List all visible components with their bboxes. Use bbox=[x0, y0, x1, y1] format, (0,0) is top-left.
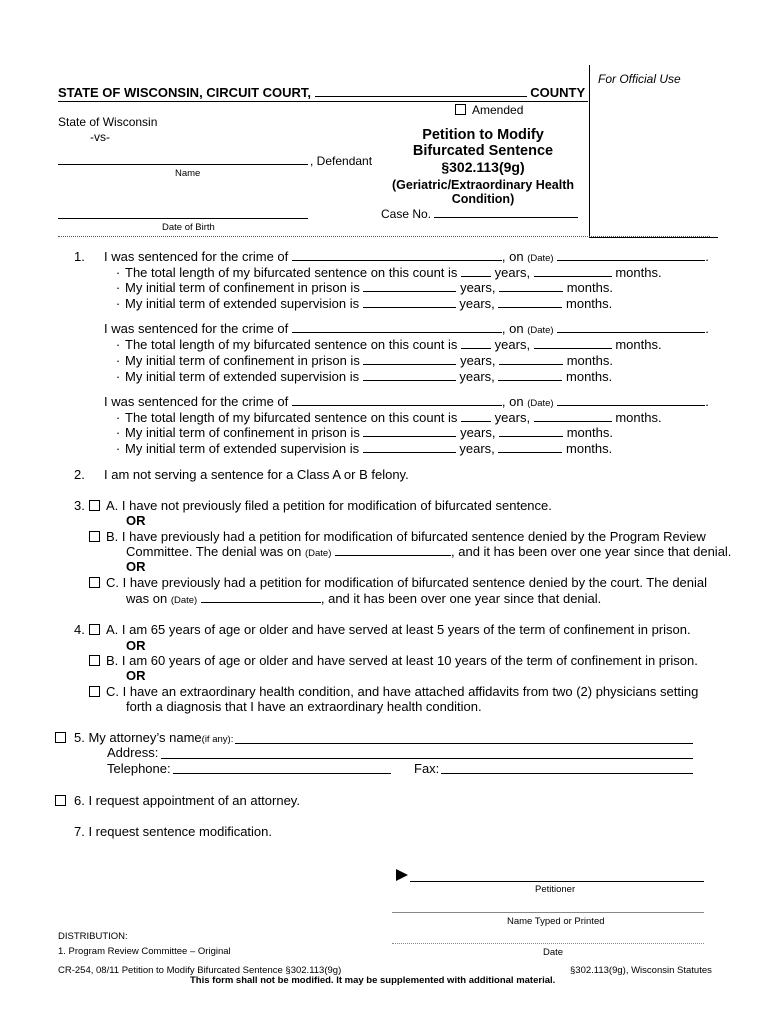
defendant-label: , Defendant bbox=[310, 154, 373, 168]
item-3b bbox=[89, 529, 706, 544]
case-no-field[interactable] bbox=[434, 217, 578, 218]
years-label: years, bbox=[459, 296, 495, 311]
if-any-label: (if any): bbox=[201, 734, 234, 745]
name-typed-label: Name Typed or Printed bbox=[507, 916, 605, 927]
county-label: COUNTY bbox=[530, 85, 586, 100]
title-line-5: Condition) bbox=[451, 192, 515, 206]
sentence-date-field[interactable] bbox=[557, 260, 705, 261]
supervision-label: My initial term of extended supervision is bbox=[125, 369, 360, 384]
item-2-number: 2. bbox=[74, 467, 85, 482]
state-label: State of Wisconsin bbox=[58, 115, 158, 129]
item-2-text: I am not serving a sentence for a Class A or B felony. bbox=[104, 467, 409, 482]
title-line-3: §302.113(9g) bbox=[441, 159, 525, 175]
amended-option bbox=[455, 103, 523, 117]
signature-date-field[interactable] bbox=[392, 943, 704, 944]
court-denial-date-field[interactable] bbox=[201, 602, 321, 603]
case-no-row bbox=[381, 207, 578, 221]
total-years-field[interactable] bbox=[461, 421, 491, 422]
total-years-field[interactable] bbox=[461, 276, 491, 277]
years-label: years, bbox=[460, 353, 496, 368]
distribution-label: DISTRIBUTION: bbox=[58, 931, 128, 942]
crime-label: I was sentenced for the crime of bbox=[104, 321, 289, 336]
header-rule bbox=[58, 101, 588, 102]
crime-row: I was sentenced for the crime of , on (Date) . bbox=[104, 394, 709, 409]
name-typed-field[interactable] bbox=[392, 912, 704, 913]
confinement-years-field[interactable] bbox=[363, 291, 456, 292]
item-6 bbox=[55, 793, 300, 808]
title-line-4: (Geriatric/Extraordinary Health bbox=[391, 178, 574, 192]
on-label: , on bbox=[501, 249, 524, 264]
years-label: years, bbox=[494, 410, 531, 425]
item-6-text: 6. I request appointment of an attorney. bbox=[74, 793, 300, 808]
date-label: (Date) bbox=[304, 548, 332, 559]
address-field[interactable] bbox=[161, 758, 693, 759]
years-label: years, bbox=[494, 337, 531, 352]
total-length-row: · The total length of my bifurcated sentence on this count is years, months. bbox=[115, 265, 662, 280]
date-label: (Date) bbox=[527, 253, 554, 264]
total-months-field[interactable] bbox=[534, 421, 612, 422]
signature-date-label: Date bbox=[543, 947, 564, 958]
arrow-icon bbox=[396, 869, 408, 881]
crime-field[interactable] bbox=[292, 332, 502, 333]
months-label: months. bbox=[615, 265, 662, 280]
months-label: months. bbox=[615, 337, 662, 352]
title-line-2: Bifurcated Sentence bbox=[412, 143, 554, 159]
item-3c bbox=[89, 575, 707, 590]
fax-field[interactable] bbox=[441, 773, 693, 774]
total-length-label: The total length of my bifurcated sentence on this count is bbox=[125, 265, 458, 280]
attorney-name-field[interactable] bbox=[235, 743, 693, 744]
item-6-checkbox[interactable] bbox=[55, 795, 66, 806]
confinement-months-field[interactable] bbox=[499, 364, 563, 365]
months-label: months. bbox=[566, 425, 613, 440]
supervision-row: · My initial term of extended supervision is years, months. bbox=[115, 296, 613, 311]
years-label: years, bbox=[459, 441, 495, 456]
on-label: , on bbox=[501, 321, 524, 336]
supervision-years-field[interactable] bbox=[363, 307, 456, 308]
total-length-label: The total length of my bifurcated sentence on this count is bbox=[125, 337, 458, 352]
official-use-label: For Official Use bbox=[598, 72, 681, 86]
item-4-number: 4. bbox=[74, 622, 85, 637]
or-label: OR bbox=[126, 638, 146, 653]
telephone-field[interactable] bbox=[173, 773, 391, 774]
item-3c-was-on: was on bbox=[126, 591, 168, 606]
item-4a bbox=[89, 622, 691, 637]
item-4c-checkbox[interactable] bbox=[89, 686, 100, 697]
months-label: months. bbox=[566, 280, 613, 295]
form-id: CR-254, 08/11 Petition to Modify Bifurcated Sentence §302.113(9g) bbox=[58, 965, 342, 976]
dob-caption: Date of Birth bbox=[162, 222, 215, 233]
supervision-label: My initial term of extended supervision is bbox=[125, 441, 360, 456]
item-3b-tail: , and it has been over one year since that denial. bbox=[451, 544, 732, 559]
total-length-row: · The total length of my bifurcated sentence on this count is years, months. bbox=[115, 410, 662, 425]
item-3c-line-2 bbox=[126, 591, 601, 606]
item-4c-text: C. I have an extraordinary health condition, and have attached affidavits from two (2) physicians setting bbox=[106, 684, 699, 699]
item-1-number: 1. bbox=[74, 249, 85, 264]
total-months-field[interactable] bbox=[534, 276, 612, 277]
distribution-item-1: 1. Program Review Committee – Original bbox=[58, 946, 231, 957]
fax-label: Fax: bbox=[414, 761, 440, 776]
supervision-row: · My initial term of extended supervision is years, months. bbox=[115, 369, 613, 384]
court-label: STATE OF WISCONSIN, CIRCUIT COURT, bbox=[58, 85, 312, 100]
case-no-label: Case No. bbox=[381, 207, 432, 221]
item-4a-checkbox[interactable] bbox=[89, 624, 100, 635]
item-4b bbox=[89, 653, 698, 668]
vs-label: -vs- bbox=[90, 130, 110, 144]
prc-denial-date-field[interactable] bbox=[335, 555, 451, 556]
petitioner-label: Petitioner bbox=[535, 884, 576, 895]
form-title bbox=[380, 127, 586, 206]
crime-label: I was sentenced for the crime of bbox=[104, 394, 289, 409]
confinement-label: My initial term of confinement in prison is bbox=[125, 353, 360, 368]
item-4b-checkbox[interactable] bbox=[89, 655, 100, 666]
confinement-years-field[interactable] bbox=[363, 436, 456, 437]
years-label: years, bbox=[460, 280, 496, 295]
item-3c-tail: , and it has been over one year since that denial. bbox=[320, 591, 602, 606]
sentence-date-field[interactable] bbox=[557, 332, 705, 333]
supervision-months-field[interactable] bbox=[498, 307, 562, 308]
years-label: years, bbox=[459, 369, 495, 384]
item-3b-text: B. I have previously had a petition for modification of bifurcated sentence denied by the Program Review bbox=[106, 529, 706, 544]
amended-checkbox[interactable] bbox=[455, 104, 466, 115]
total-length-label: The total length of my bifurcated sentence on this count is bbox=[125, 410, 458, 425]
total-years-field[interactable] bbox=[461, 348, 491, 349]
sentence-date-field[interactable] bbox=[557, 405, 705, 406]
months-label: months. bbox=[566, 353, 613, 368]
name-caption: Name bbox=[175, 168, 201, 179]
item-3a-text: A. I have not previously filed a petition for modification of bifurcated sentence. bbox=[106, 498, 552, 513]
crime-field[interactable] bbox=[292, 260, 502, 261]
date-label: (Date) bbox=[527, 325, 554, 336]
date-of-birth-field[interactable] bbox=[58, 218, 308, 219]
supervision-row: · My initial term of extended supervision is years, months. bbox=[115, 441, 613, 456]
crime-row: I was sentenced for the crime of , on (Date) . bbox=[104, 321, 709, 336]
section-divider bbox=[58, 236, 710, 237]
confinement-months-field[interactable] bbox=[499, 436, 563, 437]
total-length-row: · The total length of my bifurcated sentence on this count is years, months. bbox=[115, 337, 662, 352]
item-3a-checkbox[interactable] bbox=[89, 500, 100, 511]
confinement-row: · My initial term of confinement in prison is years, months. bbox=[115, 280, 613, 295]
confinement-row: · My initial term of confinement in prison is years, months. bbox=[115, 425, 613, 440]
on-label: , on bbox=[501, 394, 524, 409]
supervision-years-field[interactable] bbox=[363, 452, 456, 453]
attorney-name-label: 5. My attorney’s name bbox=[74, 730, 202, 745]
months-label: months. bbox=[566, 369, 613, 384]
item-7: 7. I request sentence modification. bbox=[74, 824, 273, 839]
date-label: (Date) bbox=[170, 595, 198, 606]
crime-row: I was sentenced for the crime of , on (Date) . bbox=[104, 249, 709, 264]
or-label: OR bbox=[126, 513, 146, 528]
item-3a bbox=[89, 498, 552, 513]
months-label: months. bbox=[566, 441, 613, 456]
crime-label: I was sentenced for the crime of bbox=[104, 249, 289, 264]
defendant-name-field[interactable] bbox=[58, 164, 308, 165]
item-5-checkbox[interactable] bbox=[55, 732, 66, 743]
official-use-box bbox=[589, 65, 718, 238]
petitioner-signature-field[interactable] bbox=[410, 881, 704, 882]
address-label: Address: bbox=[107, 745, 159, 760]
date-label: (Date) bbox=[527, 398, 554, 409]
item-4a-text: A. I am 65 years of age or older and have served at least 5 years of the term of confinement in prison. bbox=[106, 622, 691, 637]
confinement-label: My initial term of confinement in prison is bbox=[125, 280, 360, 295]
statute-reference: §302.113(9g), Wisconsin Statutes bbox=[570, 965, 712, 976]
crime-field[interactable] bbox=[292, 405, 502, 406]
supervision-months-field[interactable] bbox=[498, 452, 562, 453]
months-label: months. bbox=[566, 296, 613, 311]
item-3b-denial-label: Committee. The denial was on bbox=[126, 544, 302, 559]
or-label: OR bbox=[126, 559, 146, 574]
telephone-label: Telephone: bbox=[107, 761, 171, 776]
item-5 bbox=[55, 730, 233, 745]
title-line-1: Petition to Modify bbox=[422, 127, 544, 143]
item-3c-checkbox[interactable] bbox=[89, 577, 100, 588]
item-4b-text: B. I am 60 years of age or older and have served at least 10 years of the term of confinement in prison. bbox=[106, 653, 698, 668]
years-label: years, bbox=[460, 425, 496, 440]
item-3-number: 3. bbox=[74, 498, 85, 513]
or-label: OR bbox=[126, 668, 146, 683]
years-label: years, bbox=[494, 265, 531, 280]
amended-label: Amended bbox=[472, 103, 524, 117]
total-months-field[interactable] bbox=[534, 348, 612, 349]
county-field[interactable] bbox=[315, 96, 527, 97]
supervision-months-field[interactable] bbox=[498, 380, 562, 381]
confinement-years-field[interactable] bbox=[363, 364, 456, 365]
supervision-years-field[interactable] bbox=[363, 380, 456, 381]
supervision-label: My initial term of extended supervision is bbox=[125, 296, 360, 311]
confinement-row: · My initial term of confinement in prison is years, months. bbox=[115, 353, 613, 368]
item-4c-line-2: forth a diagnosis that I have an extraordinary health condition. bbox=[126, 699, 482, 714]
item-3b-line-2 bbox=[126, 544, 731, 559]
item-3c-text: C. I have previously had a petition for modification of bifurcated sentence denied by the court. The denial bbox=[106, 575, 708, 590]
months-label: months. bbox=[615, 410, 662, 425]
confinement-months-field[interactable] bbox=[499, 291, 563, 292]
form-notice: This form shall not be modified. It may be supplemented with additional material. bbox=[190, 975, 556, 986]
court-heading bbox=[58, 85, 585, 100]
item-3b-checkbox[interactable] bbox=[89, 531, 100, 542]
item-4c bbox=[89, 684, 698, 699]
confinement-label: My initial term of confinement in prison is bbox=[125, 425, 360, 440]
